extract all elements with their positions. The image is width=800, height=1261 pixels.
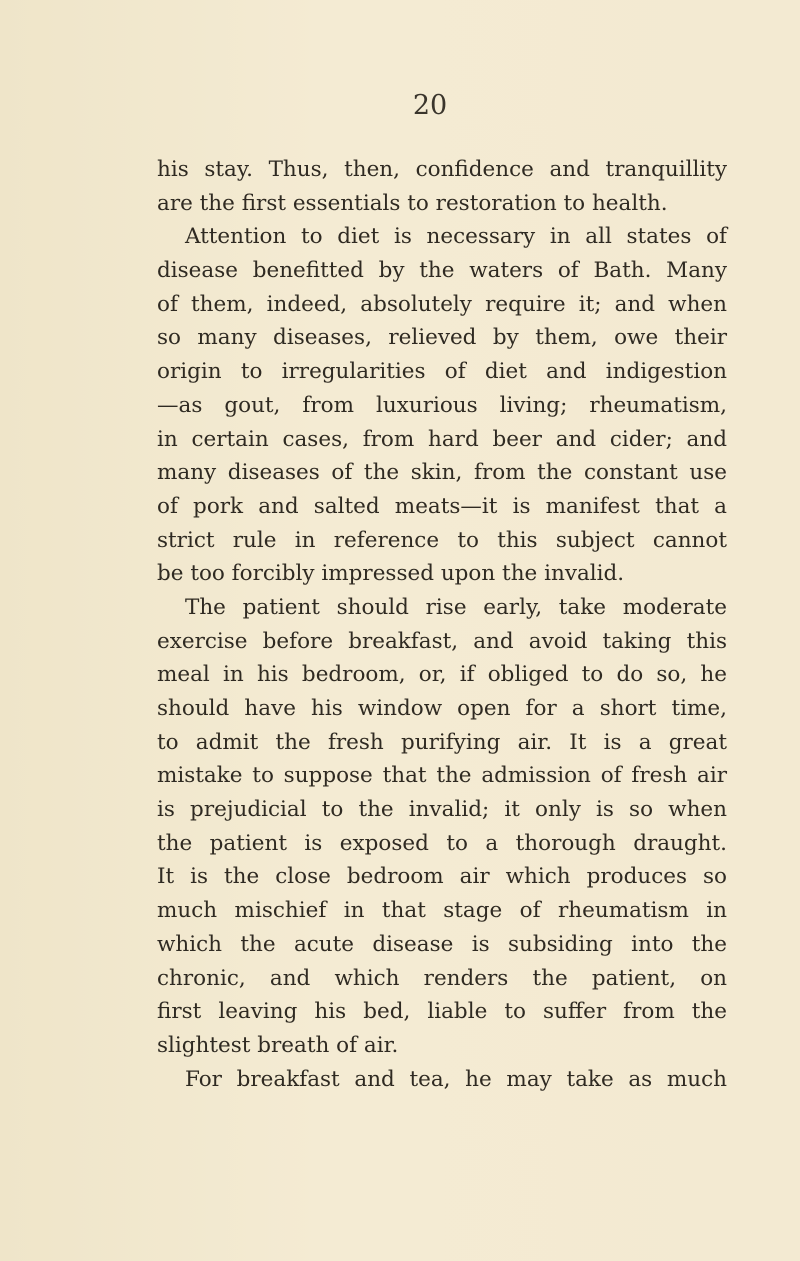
text-line: much mischief in that stage of rheumatism in xyxy=(157,898,727,924)
text-line: It is the close bedroom air which produces so xyxy=(157,864,727,890)
text-line: chronic, and which renders the patient, on xyxy=(157,965,727,991)
text-line: —as gout, from luxurious living; rheumatism, xyxy=(157,392,727,418)
text-line: so many diseases, relieved by them, owe their xyxy=(157,325,727,351)
text-line: should have his window open for a short time, xyxy=(157,696,727,721)
text-line: are the first essentials to restoration to health. xyxy=(157,190,668,216)
text-line: exercise before breakfast, and avoid taking this xyxy=(157,628,727,654)
text-line: meal in his bedroom, or, if obliged to do so, he xyxy=(157,662,727,688)
text-line: slightest breath of air. xyxy=(157,1032,399,1058)
text-line: is prejudicial to the invalid; it only is so when xyxy=(157,797,727,823)
text-line: For breakfast and tea, he may take as much xyxy=(185,1066,727,1092)
text-line: strict rule in reference to this subject cannot xyxy=(157,527,727,553)
text-line: in certain cases, from hard beer and cider; and xyxy=(157,426,727,452)
text-line: his stay. Thus, then, confidence and tranquillity xyxy=(157,157,727,182)
text-line: Attention to diet is necessary in all states of xyxy=(185,224,727,250)
text-line: the patient is exposed to a thorough draught. xyxy=(157,830,727,856)
text-line: be too forcibly impressed upon the invalid. xyxy=(157,561,625,587)
text-line: many diseases of the skin, from the constant use xyxy=(157,460,727,486)
text-line: The patient should rise early, take moderate xyxy=(185,594,727,620)
text-line: mistake to suppose that the admission of fresh air xyxy=(157,763,727,789)
text-line: of them, indeed, absolutely require it; and when xyxy=(157,291,727,317)
text-line: first leaving his bed, liable to suffer from the xyxy=(157,999,727,1025)
body-text xyxy=(157,153,727,1096)
text-line: origin to irregularities of diet and indigestion xyxy=(157,359,727,385)
text-line: which the acute disease is subsiding into the xyxy=(157,931,727,957)
page-number: 20 xyxy=(412,90,448,121)
text-line: of pork and salted meats—it is manifest that a xyxy=(157,493,727,519)
text-line: to admit the fresh purifying air. It is a great xyxy=(157,729,727,755)
text-line: disease benefitted by the waters of Bath. Many xyxy=(157,258,727,284)
